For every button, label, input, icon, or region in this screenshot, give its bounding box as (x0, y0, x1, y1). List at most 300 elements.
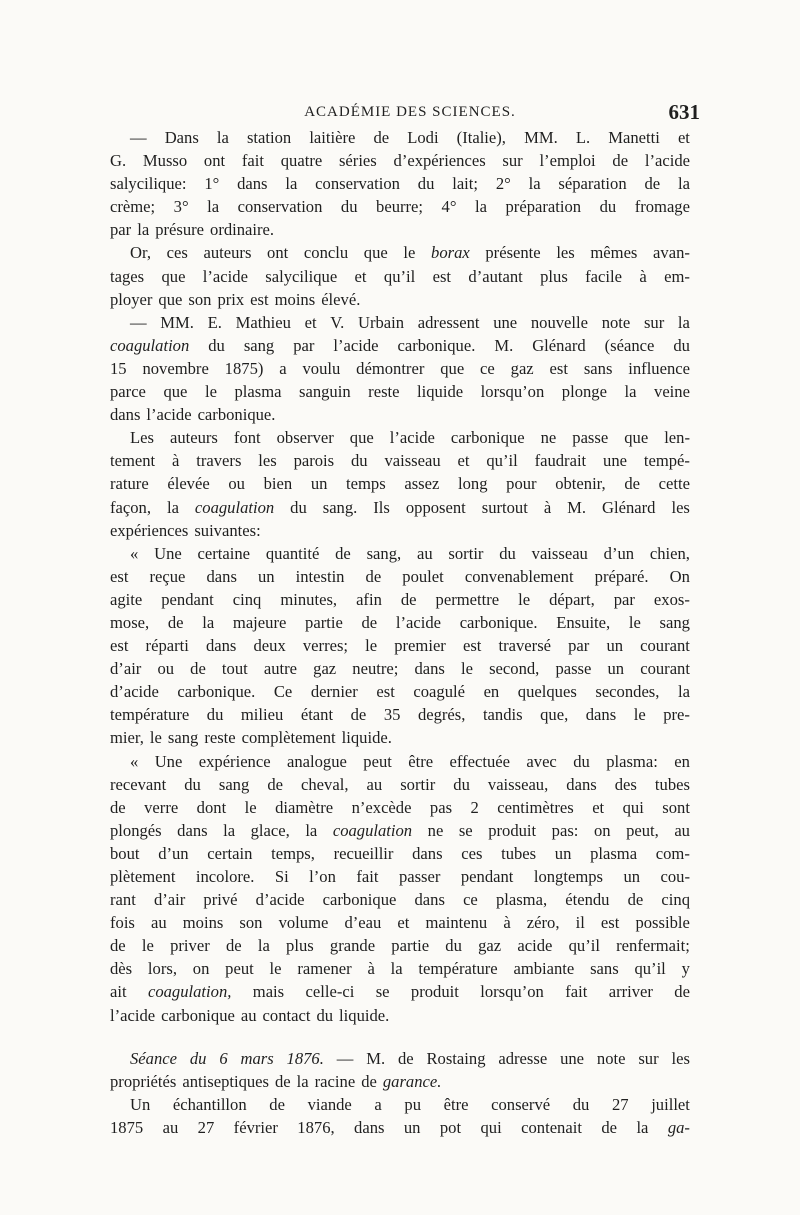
word: beurre; (376, 197, 424, 217)
word: passe (555, 659, 592, 679)
word: acide (517, 936, 553, 956)
word: em- (664, 266, 690, 286)
text-line (110, 265, 690, 288)
word: dans (585, 705, 617, 725)
word: 3° (173, 197, 189, 217)
word: qu’il (486, 451, 518, 471)
word: ployer (110, 289, 153, 309)
word: peut (363, 751, 392, 771)
word: en (483, 682, 500, 702)
word: sang (167, 728, 199, 748)
word: au (240, 1005, 257, 1025)
word: 2° (495, 174, 511, 194)
word: l’on (309, 867, 336, 886)
word: carbonique (322, 890, 397, 910)
word: majeure (232, 612, 287, 632)
paragraph (110, 750, 690, 1027)
word: la (677, 174, 690, 194)
word: contenait (521, 1117, 582, 1137)
word: que (163, 382, 188, 402)
word: la (223, 820, 236, 840)
word: du (350, 451, 368, 471)
word: assez (404, 474, 440, 494)
word: ait (110, 982, 127, 1002)
word: passe (572, 428, 609, 448)
word: de (225, 936, 242, 956)
text-line (110, 634, 690, 657)
word: pendant (161, 589, 214, 609)
word: un (310, 474, 328, 494)
word: mier, (110, 728, 144, 748)
word: se (375, 982, 390, 1002)
word: est (600, 913, 620, 933)
word: d’un (603, 543, 635, 563)
word: qu’il (383, 266, 416, 286)
word: sortir (400, 774, 436, 794)
word: courant (640, 659, 690, 679)
word: priver (170, 936, 210, 956)
word: expériences (110, 520, 189, 540)
text-line (110, 611, 690, 634)
word: être (443, 1094, 469, 1114)
word: traversé (498, 636, 552, 656)
word: len- (664, 428, 690, 448)
word: coagulation (332, 820, 413, 840)
word: bout (110, 843, 140, 863)
word: renfermait; (616, 936, 690, 956)
word: sang (218, 774, 250, 794)
word: le (403, 243, 416, 263)
word: dès (110, 959, 133, 979)
word: carbonique (161, 1005, 235, 1025)
word: quatre (280, 151, 323, 171)
word: E. (207, 312, 222, 332)
word: sont (662, 797, 690, 817)
word: un (554, 843, 572, 863)
word: 1875 (110, 1117, 144, 1137)
word: salycilique: (110, 174, 187, 194)
word: du (445, 936, 462, 956)
word: verres; (302, 636, 349, 656)
text-line (110, 357, 690, 380)
word: note (596, 1048, 626, 1068)
word: possible (635, 913, 690, 933)
page-number: 631 (668, 100, 700, 124)
word: lorsqu’on (480, 382, 545, 402)
word: analogue (286, 751, 347, 771)
text-line (110, 865, 690, 888)
word: l’acide (389, 428, 435, 448)
word: cheval, (301, 774, 349, 794)
word: coagulation (110, 335, 190, 355)
word: de (190, 659, 206, 679)
word: privé (203, 890, 238, 910)
word: 1876, (297, 1117, 335, 1137)
word: 2 (470, 797, 479, 817)
word: y (681, 959, 690, 979)
word: façon, (110, 497, 151, 517)
word: par (613, 589, 635, 609)
word: « (130, 543, 139, 563)
word: M. (567, 497, 587, 517)
word: la (166, 497, 179, 517)
word: l’acide (395, 612, 441, 632)
word: agite (110, 589, 143, 609)
word: crème; (110, 197, 156, 217)
paragraph (110, 241, 690, 310)
word: tandis (482, 705, 523, 725)
word: Musso (142, 151, 188, 171)
word: plus (540, 266, 568, 286)
word: les (556, 243, 575, 263)
word: Séance (130, 1048, 177, 1068)
word: quantité (265, 543, 320, 563)
word: de (644, 174, 661, 194)
word: premier (394, 636, 446, 656)
word: liquide. (339, 1005, 390, 1025)
word: échantillon (172, 1094, 247, 1114)
word: est (432, 266, 452, 286)
word: moins (274, 289, 316, 309)
word: long (457, 474, 488, 494)
word: certaine (197, 543, 251, 563)
word: M. (366, 1048, 386, 1068)
word: par (293, 335, 315, 355)
word: un (607, 659, 625, 679)
word: du (599, 197, 617, 217)
word: de (612, 151, 629, 171)
word: travers (196, 451, 242, 471)
running-head (110, 100, 710, 126)
word: d’acide (110, 682, 159, 702)
word: Les (130, 428, 154, 448)
word: étant (300, 705, 334, 725)
word: vaisseau (531, 543, 588, 563)
word: que (440, 358, 465, 378)
word: une (493, 312, 518, 332)
text-line (110, 311, 690, 334)
word: au (674, 820, 690, 840)
text-line (110, 449, 690, 472)
word: parce (110, 382, 146, 402)
word: Dans (164, 128, 199, 147)
word: présente (485, 243, 541, 263)
word: la (624, 382, 637, 402)
word: la (137, 220, 150, 240)
word: intestin (295, 566, 345, 586)
word: sang (659, 612, 690, 632)
word: du (340, 197, 358, 217)
word: font (233, 428, 261, 448)
word: la (475, 197, 487, 217)
word: élevé. (321, 289, 361, 309)
word: la (202, 612, 215, 632)
word: exos- (653, 589, 690, 609)
text-line (110, 934, 690, 957)
word: plasma (234, 382, 282, 402)
word: ga- (667, 1117, 690, 1137)
word: du (573, 751, 590, 771)
word: le (244, 797, 257, 817)
word: pendant (460, 867, 514, 886)
word: — (130, 128, 147, 147)
word: dans (237, 174, 268, 194)
word: est (376, 682, 395, 702)
word: — (130, 312, 147, 332)
word: par (110, 220, 132, 240)
word: et (592, 797, 605, 817)
text-line (110, 1116, 690, 1139)
word: le (461, 659, 473, 679)
word: peut, (626, 820, 659, 840)
word: note (601, 312, 631, 332)
word: conservé (491, 1094, 551, 1114)
word: celle-ci (305, 982, 355, 1002)
word: dans (177, 820, 208, 840)
word: d’acide (255, 890, 305, 910)
word: de (624, 474, 641, 494)
word: viande (307, 1094, 352, 1114)
word: l’acide (146, 405, 192, 425)
text-line (110, 1047, 690, 1070)
word: effectuée (449, 751, 511, 771)
word: produit (488, 820, 537, 840)
word: pas: (551, 820, 579, 840)
text-line (110, 218, 690, 241)
text-line (110, 1070, 690, 1093)
word: de (601, 1117, 618, 1137)
word: dans (205, 636, 237, 656)
word: ont (267, 243, 289, 263)
word: facile (585, 266, 622, 286)
word: carbonique. (197, 405, 276, 425)
word: plongés (110, 820, 162, 840)
word: nouvelle (530, 312, 588, 332)
word: ou (228, 474, 245, 494)
word: son (188, 289, 212, 309)
word: dans (566, 774, 597, 794)
word: le (141, 936, 154, 956)
word: plus (286, 936, 314, 956)
word: l’acide (644, 151, 690, 171)
word: conclu (303, 243, 349, 263)
word: tages (110, 266, 145, 286)
word: reste (204, 728, 236, 748)
word: sanguin (299, 382, 351, 402)
word: ou (157, 659, 175, 679)
word: passer (398, 867, 441, 886)
word: carbonique (450, 428, 525, 448)
word: de (361, 1071, 377, 1091)
word: auteurs (169, 428, 218, 448)
word: une (560, 1048, 585, 1068)
text-line (110, 796, 690, 819)
word: séries (338, 151, 377, 171)
word: ce (463, 890, 478, 910)
word: cou- (660, 867, 690, 886)
word: et (304, 312, 317, 332)
word: plasma: (606, 751, 658, 771)
word: glace, (250, 820, 290, 840)
word: lors, (147, 959, 177, 979)
word: 4° (441, 197, 457, 217)
word: départ, (549, 589, 595, 609)
word: com- (655, 843, 690, 863)
word: du (290, 497, 307, 517)
word: veine (654, 382, 690, 402)
word: ne (427, 820, 444, 840)
word: est (250, 289, 269, 309)
text-line (110, 980, 690, 1003)
word: du (572, 1094, 590, 1114)
word: reste (368, 382, 400, 402)
word: sans (583, 358, 613, 378)
text-line (110, 334, 690, 357)
word: au (162, 1117, 179, 1137)
word: observer (276, 428, 334, 448)
word: d’air (110, 659, 142, 679)
word: « (130, 751, 139, 771)
word: conservation (237, 197, 323, 217)
word: afin (356, 589, 382, 609)
word: d’expériences (393, 151, 486, 171)
word: plonge (561, 382, 607, 402)
word: de (361, 612, 378, 632)
text-line (110, 288, 690, 311)
text-line (110, 241, 690, 264)
word: la (636, 1117, 649, 1137)
word: qui (622, 797, 644, 817)
word: à (367, 959, 375, 979)
word: que (363, 243, 388, 263)
word: ramener (297, 959, 352, 979)
word: MM. (524, 128, 558, 147)
paragraph (110, 426, 690, 541)
paragraph (110, 311, 690, 426)
word: un (623, 867, 641, 886)
word: longtemps (533, 867, 603, 886)
word: au (416, 543, 433, 563)
word: plasma, (495, 890, 548, 910)
word: rant (110, 890, 136, 910)
word: la (296, 1071, 309, 1091)
word: avan- (653, 243, 690, 263)
word: séparation (558, 174, 627, 194)
word: volume (278, 913, 329, 933)
word: fait (241, 151, 264, 171)
word: gaz (313, 659, 337, 679)
word: qu’il (568, 936, 600, 956)
word: du (189, 1048, 207, 1068)
word: juillet (651, 1094, 690, 1114)
word: mais (252, 982, 285, 1002)
word: On (669, 566, 690, 586)
body-text (110, 126, 690, 1139)
word: tubes (501, 843, 537, 863)
word: d’air (153, 890, 186, 910)
word: expérience (198, 751, 271, 771)
word: Lodi (407, 128, 439, 147)
running-title: ACADÉMIE DES SCIENCES. (304, 104, 516, 120)
word: arriver (608, 982, 653, 1002)
word: Mathieu (235, 312, 291, 332)
word: quelques (517, 682, 577, 702)
word: dans (354, 1117, 385, 1137)
word: rature (110, 474, 149, 494)
word: un (403, 1117, 421, 1137)
word: de (674, 982, 690, 1002)
word: coagulé (413, 682, 465, 702)
word: ces (166, 243, 188, 263)
word: un (257, 566, 275, 586)
word: permettre (435, 589, 500, 609)
word: convenablement (464, 566, 574, 586)
word: des (614, 774, 637, 794)
word: gaz (478, 936, 502, 956)
text-line (110, 657, 690, 680)
word: réparti (145, 636, 189, 656)
word: que, (540, 705, 569, 725)
word: sang (243, 335, 275, 355)
word: vaisseau, (487, 774, 549, 794)
word: 35 (383, 705, 401, 725)
word: incolore. (195, 867, 255, 886)
word: verre (144, 797, 179, 817)
word: chien, (649, 543, 690, 563)
text-line (110, 195, 690, 218)
word: que (161, 266, 186, 286)
word: préparé. (594, 566, 649, 586)
word: poulet (402, 566, 444, 586)
text-line (110, 565, 690, 588)
word: carbonique. (177, 682, 256, 702)
word: étendu (565, 890, 610, 910)
word: ont (203, 151, 226, 171)
word: zéro, (526, 913, 560, 933)
word: complètement (241, 728, 336, 748)
word: de (267, 774, 283, 794)
text-line (110, 750, 690, 773)
word: reçue (149, 566, 186, 586)
word: et (397, 913, 410, 933)
word: antiseptiques (182, 1071, 269, 1091)
word: sang. (322, 497, 358, 517)
word: les (671, 497, 690, 517)
word: pot (439, 1117, 462, 1137)
word: d’autant (468, 266, 523, 286)
word: partie (391, 936, 430, 956)
word: la (677, 312, 690, 332)
word: faudrait (534, 451, 587, 471)
text-line (110, 519, 690, 542)
word: est (110, 566, 129, 586)
word: sortir (448, 543, 484, 563)
word: au (150, 913, 167, 933)
word: Or, (130, 243, 151, 263)
word: influence (628, 358, 690, 378)
word: certain (207, 843, 253, 863)
text-line (110, 380, 690, 403)
word: démontrer (356, 358, 425, 378)
word: du (184, 774, 201, 794)
text-line (110, 773, 690, 796)
word: bien (263, 474, 293, 494)
word: les (258, 451, 277, 471)
word: la (216, 128, 229, 147)
word: Un (130, 1094, 151, 1114)
word: cinq (232, 589, 262, 609)
word: liquide. (341, 728, 392, 748)
